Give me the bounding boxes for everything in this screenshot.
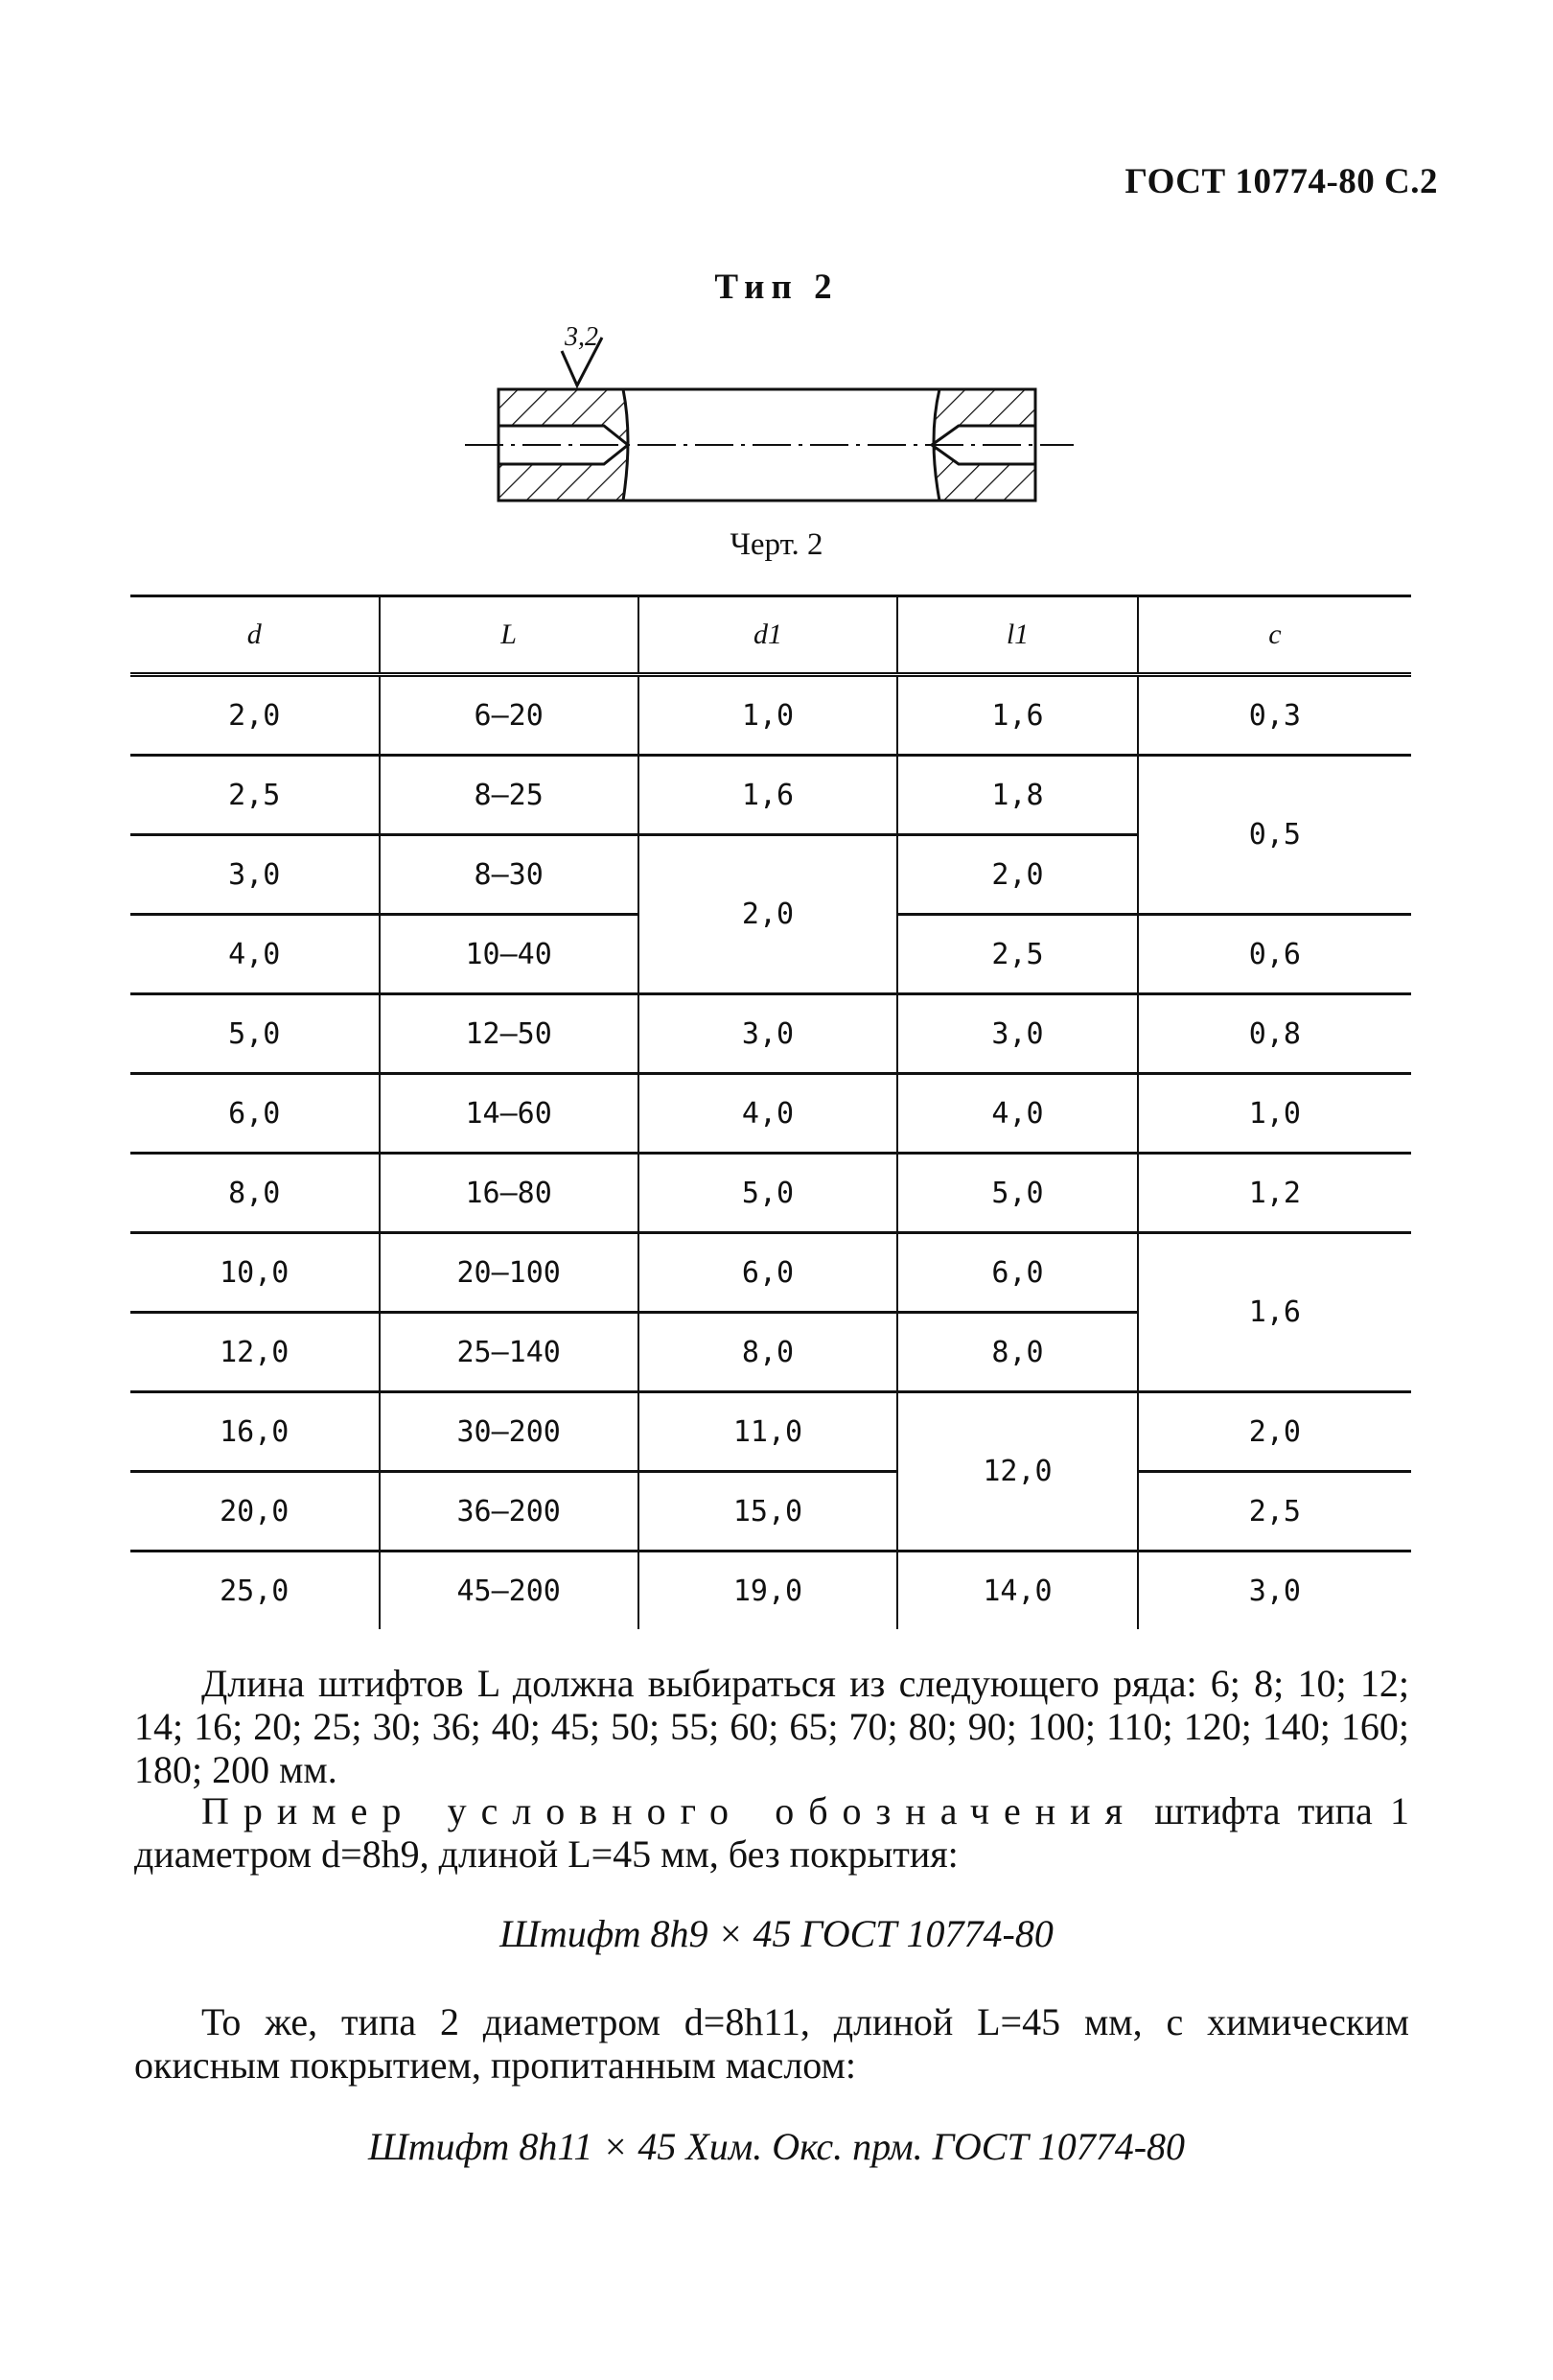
header-c: c bbox=[1138, 596, 1411, 675]
header-d1: d1 bbox=[638, 596, 897, 675]
cell-d1: 11,0 bbox=[638, 1392, 897, 1472]
cell-d: 20,0 bbox=[130, 1472, 380, 1552]
cell-c: 1,6 bbox=[1138, 1233, 1411, 1392]
table-row bbox=[130, 756, 1411, 835]
pin-drawing bbox=[441, 316, 1093, 518]
header-L: L bbox=[380, 596, 638, 675]
paragraph-text bbox=[134, 1789, 1409, 1876]
designation-example-paragraph bbox=[134, 1789, 1409, 1876]
cell-L: 45–200 bbox=[380, 1552, 638, 1630]
cell-c: 1,0 bbox=[1138, 1074, 1411, 1154]
cell-d: 2,0 bbox=[130, 675, 380, 756]
table-row bbox=[130, 675, 1411, 756]
page-header: ГОСТ 10774-80 С.2 bbox=[1124, 162, 1438, 201]
cell-d1: 3,0 bbox=[638, 994, 897, 1074]
table-row bbox=[130, 1552, 1411, 1630]
cell-d: 3,0 bbox=[130, 835, 380, 915]
cell-l1: 2,5 bbox=[897, 915, 1138, 994]
cell-L: 20–100 bbox=[380, 1233, 638, 1313]
table-row bbox=[130, 994, 1411, 1074]
cell-d: 4,0 bbox=[130, 915, 380, 994]
cell-d: 10,0 bbox=[130, 1233, 380, 1313]
cell-L: 36–200 bbox=[380, 1472, 638, 1552]
same-type2-paragraph bbox=[134, 2000, 1409, 2087]
cell-c: 2,0 bbox=[1138, 1392, 1411, 1472]
figure-type-title: Тип 2 bbox=[714, 268, 839, 307]
cell-d1: 1,6 bbox=[638, 756, 897, 835]
paragraph-text: Длина штифтов L должна выбираться из следующего ряда: 6; 8; 10; 12; 14; 16; 20; 25; 30; 36; 40; 45; 50; 55; 60; 65; 70; 80; 90; 100; 110; 120; 140; 160; 180; 200 мм. bbox=[134, 1662, 1409, 1791]
table-row bbox=[130, 1154, 1411, 1233]
roughness-symbol bbox=[562, 338, 602, 385]
cell-c: 0,8 bbox=[1138, 994, 1411, 1074]
header-d: d bbox=[130, 596, 380, 675]
cell-d1: 5,0 bbox=[638, 1154, 897, 1233]
cell-l1: 6,0 bbox=[897, 1233, 1138, 1313]
cell-L: 14–60 bbox=[380, 1074, 638, 1154]
figure-caption: Черт. 2 bbox=[730, 527, 823, 562]
cell-l1: 14,0 bbox=[897, 1552, 1138, 1630]
cell-l1: 12,0 bbox=[897, 1392, 1138, 1552]
cell-c: 0,3 bbox=[1138, 675, 1411, 756]
table-row bbox=[130, 1233, 1411, 1313]
cell-d1: 19,0 bbox=[638, 1552, 897, 1630]
cell-l1: 2,0 bbox=[897, 835, 1138, 915]
cell-l1: 3,0 bbox=[897, 994, 1138, 1074]
cell-c: 1,2 bbox=[1138, 1154, 1411, 1233]
cell-L: 12–50 bbox=[380, 994, 638, 1074]
cell-l1: 1,8 bbox=[897, 756, 1138, 835]
header-l1: l1 bbox=[897, 596, 1138, 675]
cell-d: 2,5 bbox=[130, 756, 380, 835]
cell-d: 6,0 bbox=[130, 1074, 380, 1154]
paragraph-rest: штифта типа 1 диаметром d=8h9, длиной L=45 мм, без покрытия: bbox=[134, 1789, 1410, 1876]
cell-l1: 1,6 bbox=[897, 675, 1138, 756]
cell-d: 12,0 bbox=[130, 1313, 380, 1392]
cell-c: 3,0 bbox=[1138, 1552, 1411, 1630]
cell-d: 5,0 bbox=[130, 994, 380, 1074]
cell-c: 2,5 bbox=[1138, 1472, 1411, 1552]
cell-L: 8–25 bbox=[380, 756, 638, 835]
paragraph-text: То же, типа 2 диаметром d=8h11, длиной L=45 мм, с химическим окисным покрытием, пропитанным маслом: bbox=[134, 2000, 1409, 2087]
cell-d1: 15,0 bbox=[638, 1472, 897, 1552]
cell-L: 25–140 bbox=[380, 1313, 638, 1392]
designation-example-1: Штифт 8h9 × 45 ГОСТ 10774-80 bbox=[499, 1912, 1054, 1955]
table-row bbox=[130, 1472, 1411, 1552]
roughness-value: 3,2 bbox=[565, 322, 598, 352]
dimensions-table bbox=[130, 595, 1411, 1629]
length-series-paragraph bbox=[134, 1662, 1409, 1791]
table-row bbox=[130, 1392, 1411, 1472]
table-header-row bbox=[130, 596, 1411, 675]
cell-d: 16,0 bbox=[130, 1392, 380, 1472]
cell-L: 6–20 bbox=[380, 675, 638, 756]
cell-L: 10–40 bbox=[380, 915, 638, 994]
cell-L: 8–30 bbox=[380, 835, 638, 915]
cell-L: 30–200 bbox=[380, 1392, 638, 1472]
table-row bbox=[130, 1074, 1411, 1154]
cell-l1: 8,0 bbox=[897, 1313, 1138, 1392]
cell-L: 16–80 bbox=[380, 1154, 638, 1233]
cell-d: 8,0 bbox=[130, 1154, 380, 1233]
cell-l1: 5,0 bbox=[897, 1154, 1138, 1233]
cell-c: 0,5 bbox=[1138, 756, 1411, 915]
spaced-heading: Пример условного обозначения bbox=[201, 1789, 1137, 1832]
cell-d1: 6,0 bbox=[638, 1233, 897, 1313]
cell-d1: 8,0 bbox=[638, 1313, 897, 1392]
cell-d: 25,0 bbox=[130, 1552, 380, 1630]
cell-c: 0,6 bbox=[1138, 915, 1411, 994]
cell-d1: 4,0 bbox=[638, 1074, 897, 1154]
cell-d1: 2,0 bbox=[638, 835, 897, 994]
designation-example-2: Штифт 8h11 × 45 Хим. Окс. прм. ГОСТ 10774-80 bbox=[367, 2125, 1186, 2168]
cell-l1: 4,0 bbox=[897, 1074, 1138, 1154]
cell-d1: 1,0 bbox=[638, 675, 897, 756]
